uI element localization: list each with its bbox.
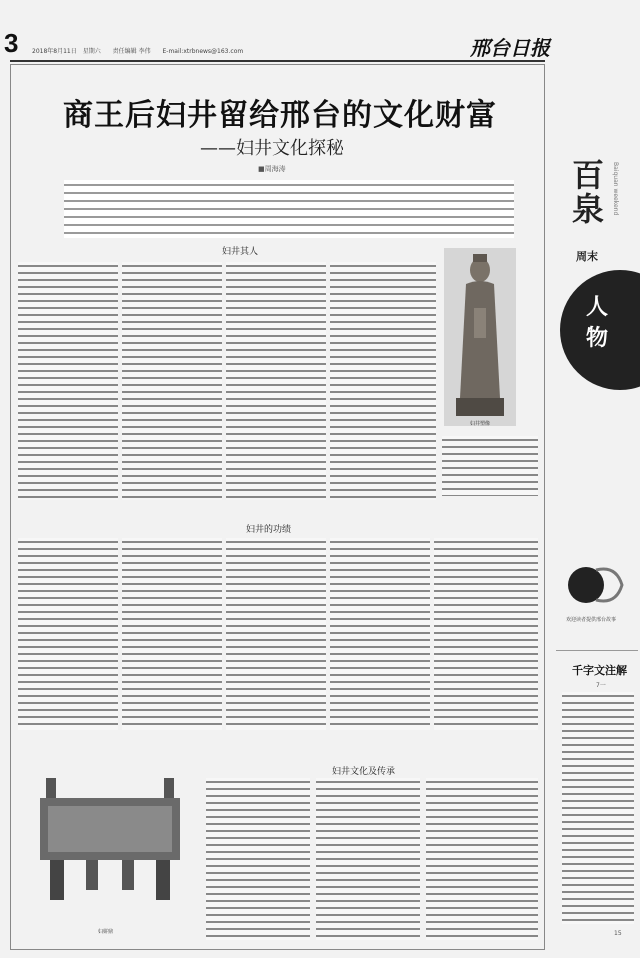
memory-logo (566, 560, 626, 610)
brand-english: Baiquan weekend (612, 162, 619, 216)
text-column (18, 262, 118, 500)
text-column (226, 262, 326, 500)
statue-image (444, 248, 516, 426)
text-column (426, 778, 538, 940)
column-number: 7一 (596, 682, 606, 689)
section-heading-2: 妇井的功绩 (246, 525, 292, 535)
section-heading-1: 妇井其人 (222, 247, 259, 257)
text-column (226, 538, 326, 730)
page-number: 3 (4, 28, 19, 58)
vessel-image (30, 770, 190, 920)
intro-paragraph (64, 180, 514, 238)
article-subtitle: ——妇井文化探秘 (200, 138, 344, 159)
vessel-caption: 妇姘鼎 (98, 929, 114, 935)
article-title: 商王后妇井留给邢台的文化财富 (63, 98, 497, 133)
column-title: 千字文注解 (572, 664, 627, 677)
text-column (18, 538, 118, 730)
section-badge-text: 人 物 (586, 295, 609, 351)
page-footer: 15 (614, 930, 622, 937)
text-column (316, 778, 420, 940)
sidebar-text (562, 692, 634, 924)
masthead: 邢台日报 (470, 36, 550, 60)
email-line: E-mail:xtrbnews@163.com (162, 48, 244, 55)
text-column (122, 262, 222, 500)
text-column (442, 436, 538, 496)
text-column (206, 778, 310, 940)
statue-caption: 妇井塑像 (470, 421, 491, 427)
date-line: 2018年8月11日 星期六 (32, 48, 101, 55)
byline: ■周海涛 (258, 165, 286, 173)
sidebar-divider (556, 650, 638, 651)
section-heading-3: 妇井文化及传承 (332, 767, 396, 777)
header-line (32, 46, 253, 55)
text-column (330, 262, 436, 500)
editor-line: 责任编辑 李伟 (112, 48, 151, 55)
header-rule (10, 60, 545, 62)
text-column (122, 538, 222, 730)
section-badge (560, 270, 640, 390)
brand-title: 百泉 (572, 156, 605, 228)
logo-caption: 欢迎读者提供邢台故事 (566, 617, 617, 623)
text-column (434, 538, 538, 730)
brand-sub: 周末 (576, 250, 598, 263)
text-column (330, 538, 430, 730)
